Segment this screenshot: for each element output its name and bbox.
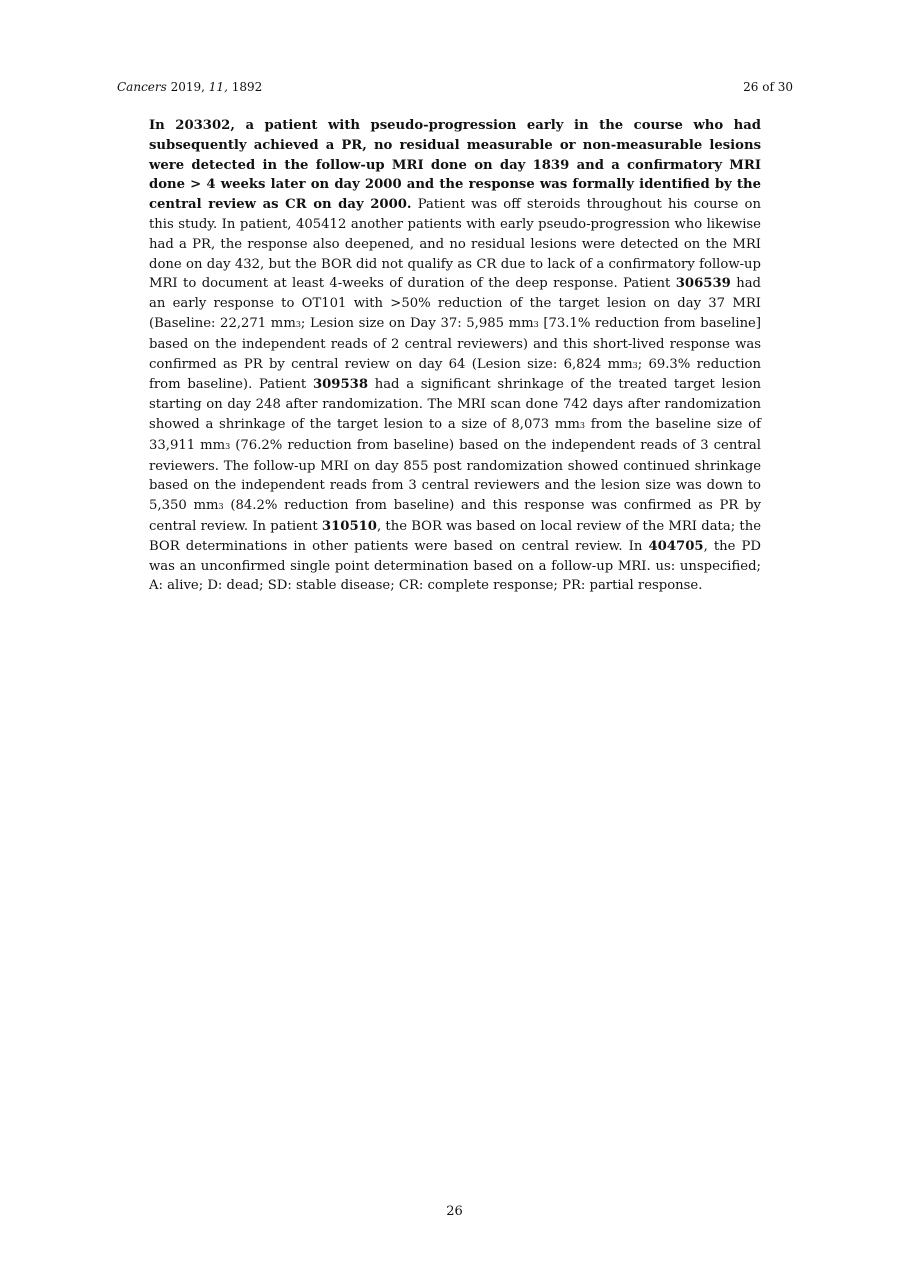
journal-name: Cancers xyxy=(117,80,167,94)
journal-year: 2019, xyxy=(170,80,205,94)
citation xyxy=(117,80,262,94)
page-count: 26 of 30 xyxy=(743,80,793,94)
article-number: 1892 xyxy=(231,80,263,94)
unit-superscript: 3 xyxy=(632,360,638,370)
patient-id: 310510 xyxy=(321,518,377,534)
text-run: [73.1% reduction from baseline] based on the independent reads of 2 central reviewers) and this short-lived response was confirmed as PR by central review on day 64 (Lesion size: 6,824 mm xyxy=(149,315,762,372)
text-run: from the baseline size of 33,911 mm xyxy=(149,416,761,453)
text-run: , the PD was an unconfirmed single point determination based on a follow-up MRI. us: unspecified; A: alive; D: dead; SD: stable disease; CR: complete response; PR: partial response. xyxy=(149,538,761,594)
patient-id: 404705 xyxy=(648,538,704,554)
bold-lead-sentence: In 203302, a patient with pseudo-progression early in the course who had subsequently achieved a PR, no residual measurable or non-measurable lesions were detected in the follow-up MRI done on day 1839 and a confirmatory MRI done > 4 weeks later on day 2000 and the response was formally identified by the central review as CR on day 2000. xyxy=(149,118,761,213)
unit-superscript: 3 xyxy=(533,319,539,329)
unit-superscript: 3 xyxy=(295,319,301,329)
text-run: ; 69.3% reduction from baseline). Patient xyxy=(149,356,761,393)
text-run: (76.2% reduction from baseline) based on the independent reads of 3 central reviewers. The follow-up MRI on day 855 post randomization showed continued shrinkage based on the independent reads from 3 central reviewers and the lesion size was down to 5,350 mm xyxy=(149,437,761,514)
text-run: had an early response to OT101 with >50% reduction of the target lesion on day 37 MRI (Baseline: 22,271 mm xyxy=(149,276,762,331)
text-run: ; Lesion size on Day 37: 5,985 mm xyxy=(300,315,534,331)
unit-superscript: 3 xyxy=(218,502,224,512)
text-run: had a significant shrinkage of the treated target lesion starting on day 248 after randomization. The MRI scan done 742 days after randomization showed a shrinkage of the target lesion to a size of 8,073 mm xyxy=(149,377,761,432)
running-header xyxy=(117,80,793,96)
text-run: (84.2% reduction from baseline) and this response was confirmed as PR by central review. In patient xyxy=(149,498,761,534)
text-run: Patient was off steroids throughout his course on this study. In patient, xyxy=(149,197,761,232)
text-run: another patients with early pseudo-progression who likewise had a PR, the response also deepened, and no residual lesions were detected on the MRI done on day 432, but the BOR did not qualify as CR due to lack of a confirmatory follow-up MRI to document at least 4-weeks of duration of the deep response. Patient xyxy=(149,216,761,292)
unit-superscript: 3 xyxy=(579,420,585,430)
patient-id: 405412 xyxy=(296,216,347,232)
journal-volume: 11, xyxy=(208,80,228,94)
unit-superscript: 3 xyxy=(225,441,231,451)
page-number: 26 xyxy=(446,1204,463,1219)
patient-id: 309538 xyxy=(312,377,368,393)
table-footnote-paragraph xyxy=(149,116,761,596)
patient-id: 306539 xyxy=(675,276,731,292)
text-run: , the BOR was based on local review of the MRI data; the BOR determinations in other patients were based on central review. In xyxy=(149,518,761,554)
